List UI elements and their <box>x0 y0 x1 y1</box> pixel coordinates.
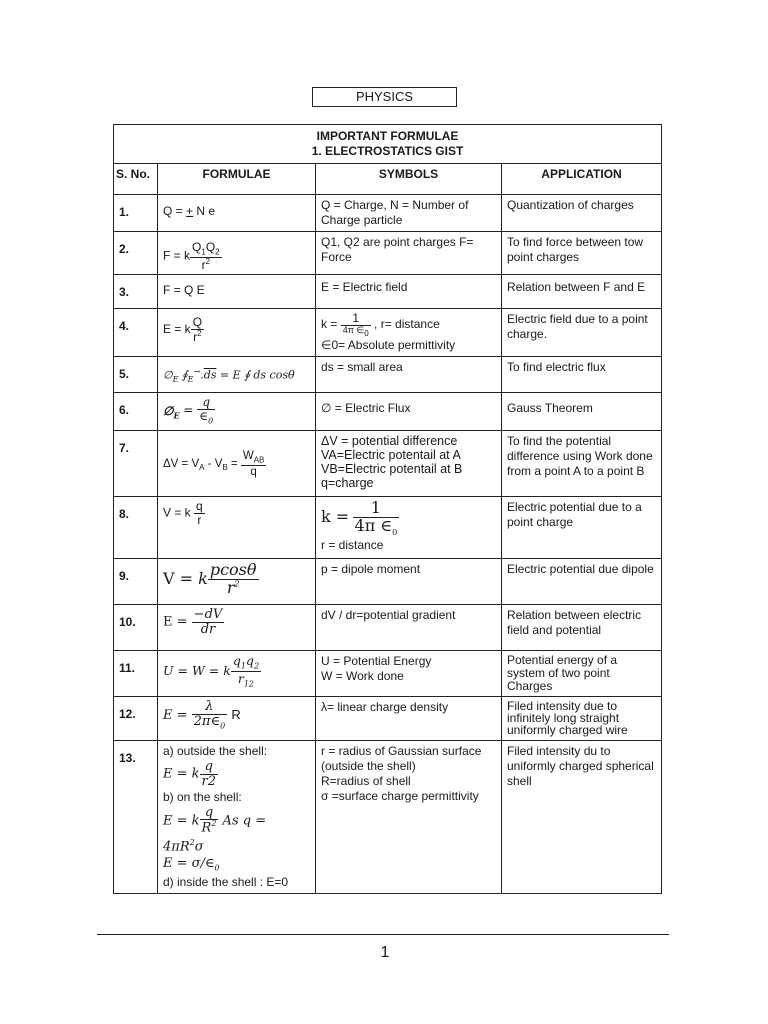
symbols-cell <box>316 741 502 894</box>
formula-cell <box>158 697 316 741</box>
symbols-permittivity: ∈0= Absolute permittivity <box>321 338 456 353</box>
symbols-potential-difference: ΔV = potential difference <box>321 434 458 449</box>
table-row <box>114 232 662 275</box>
application-text: Relation between F and E <box>507 280 646 295</box>
title-line-1: IMPORTANT FORMULAE <box>316 129 459 143</box>
formula: U = W = k $\frac{q_1q_2}{r_{12}}$ <box>163 653 260 689</box>
row-number: 9. <box>114 559 158 605</box>
row-number: 7. <box>114 431 158 497</box>
symbols-work-done: W = Work done <box>321 669 404 684</box>
symbols-cell <box>316 393 502 431</box>
formula-cell <box>158 275 316 309</box>
symbols-distance: r = distance <box>321 537 384 552</box>
table-row <box>114 559 662 605</box>
table-row <box>114 497 662 559</box>
formula-cell <box>158 195 316 232</box>
formula-cell <box>158 741 316 894</box>
subject-title: PHYSICS <box>312 87 457 107</box>
row-number: 3. <box>114 275 158 309</box>
application-cell: Filed intensity du to uniformly charged spherical shell <box>502 741 662 894</box>
formula: $\emptyset_E$ = $\frac{q}{\in_0}$ <box>163 395 214 426</box>
formula-outside: E = k $\frac{q}{r2}$ <box>163 759 217 790</box>
symbols-cell: Q = Charge, N = Number of Charge particle <box>316 195 502 232</box>
table-row <box>114 697 662 741</box>
row-number: 4. <box>114 309 158 357</box>
symbols-potential-energy: U = Potential Energy <box>321 654 432 669</box>
application-text: Gauss Theorem <box>507 401 593 416</box>
application-cell: Electric potential due dipole <box>502 559 662 605</box>
symbols-cell: ds = small area <box>316 357 502 393</box>
table-title-row <box>114 125 662 164</box>
application-cell: To find the potential difference using Work done from a point A to a point B <box>502 431 662 497</box>
formula: $\emptyset_E$ $∮_E^\to.\overline{ds} = E$ ∮ ds cosθ <box>163 367 295 385</box>
formula: E = k $\frac{Q}{r^2}$ <box>163 315 203 344</box>
title-line-2: 1. ELECTROSTATICS GIST <box>311 144 464 158</box>
table-title <box>114 125 662 164</box>
formula-cell <box>158 605 316 651</box>
formula: $\Delta V = V_A - V_B$ = $\frac{W_{AB}}{q}$ <box>163 450 265 479</box>
formula-surface: $E = \sigma/\in_0$ <box>163 855 220 873</box>
column-header-application: APPLICATION <box>502 164 662 195</box>
formula: E = $\frac{\lambda}{2\pi\in_0}$ R <box>163 699 241 731</box>
symbols-k: k = <box>321 507 350 527</box>
application-cell <box>502 275 662 309</box>
row-number: 8. <box>114 497 158 559</box>
application-cell: Filed intensity due to infinitely long straight uniformly charged wire <box>502 697 662 741</box>
formula-inside-label: d) inside the shell : E=0 <box>163 875 289 890</box>
symbols-cell <box>316 309 502 357</box>
symbols-gaussian-radius: r = radius of Gaussian surface (outside the shell) <box>321 744 482 774</box>
row-number: 11. <box>114 651 158 697</box>
application-cell: Potential energy of a system of two point Charges <box>502 651 662 697</box>
page-number: 1 <box>380 944 390 961</box>
formula-cell <box>158 357 316 393</box>
formula: V = k $\frac{q}{r}$ <box>163 499 203 527</box>
table-row <box>114 309 662 357</box>
table-row <box>114 357 662 393</box>
row-number: 13. <box>114 741 158 894</box>
row-number: 5. <box>114 357 158 393</box>
symbols-cell <box>316 651 502 697</box>
table-row <box>114 651 662 697</box>
formula-cell <box>158 651 316 697</box>
table-row <box>114 275 662 309</box>
symbols-charge: q=charge <box>321 476 374 491</box>
formula-on-label: b) on the shell: <box>163 789 242 804</box>
symbols-cell: dV / dr=potential gradient <box>316 605 502 651</box>
formula-cell <box>158 431 316 497</box>
formula-on: E = k $\frac{q}{R^2}$ As $q = 4\pi R^2\sigma$ <box>163 804 267 855</box>
symbols-potential-a: VA=Electric potentail at A <box>321 448 461 463</box>
application-cell: Electric field due to a point charge. <box>502 309 662 357</box>
symbols-cell <box>316 497 502 559</box>
symbols-surface-charge: σ =surface charge permittivity <box>321 789 479 804</box>
application-cell: To find force between tow point charges <box>502 232 662 275</box>
table-row <box>114 393 662 431</box>
formula: V = k $\frac{pcos\theta}{r^2}$ <box>163 560 257 598</box>
row-number: 2. <box>114 232 158 275</box>
application-cell: Electric potential due to a point charge <box>502 497 662 559</box>
table-row <box>114 605 662 651</box>
formula-table <box>113 124 662 894</box>
application-cell: Quantization of charges <box>502 195 662 232</box>
table-row <box>114 195 662 232</box>
column-header-symbols: SYMBOLS <box>316 164 502 195</box>
symbols-shell-radius: R=radius of shell <box>321 774 411 789</box>
symbols-cell <box>316 275 502 309</box>
column-header-formulae: FORMULAE <box>158 164 316 195</box>
footer-divider <box>97 934 669 935</box>
coulomb-constant-fraction: $\frac{1}{4\pi \in_0}$ <box>354 498 398 538</box>
row-number: 1. <box>114 195 158 232</box>
table-row <box>114 741 662 894</box>
symbols-distance: , r= distance <box>374 317 440 332</box>
column-header-sno: S. No. <box>114 164 158 195</box>
coulomb-constant-fraction: $\frac{1}{4\pi \in_0}$ <box>342 311 369 338</box>
row-number: 12. <box>114 697 158 741</box>
formula-cell <box>158 393 316 431</box>
formula-cell <box>158 309 316 357</box>
application-cell: Relation between electric field and potential <box>502 605 662 651</box>
symbols-cell <box>316 431 502 497</box>
formula: F = k $\frac{Q_1Q_2}{r^2}$ <box>163 240 220 272</box>
formula: E = $\frac{-dV}{dr}$ <box>163 607 223 638</box>
symbols-text: ∅ = Electric Flux <box>321 401 411 416</box>
row-number: 6. <box>114 393 158 431</box>
table-row <box>114 431 662 497</box>
application-cell <box>502 393 662 431</box>
application-cell: To find electric flux <box>502 357 662 393</box>
formula: Q = + N e <box>163 204 216 218</box>
symbols-cell: Q1, Q2 are point charges F= Force <box>316 232 502 275</box>
symbols-potential-b: VB=Electric potentail at B <box>321 462 463 477</box>
formula-outside-label: a) outside the shell: <box>163 744 268 759</box>
row-number: 10. <box>114 605 158 651</box>
formula: F = Q E <box>163 283 205 298</box>
formula-cell <box>158 232 316 275</box>
table-header-row <box>114 164 662 195</box>
formula-cell <box>158 559 316 605</box>
symbols-cell: p = dipole moment <box>316 559 502 605</box>
symbols-text: E = Electric field <box>321 280 408 295</box>
symbols-k: k = <box>321 317 338 332</box>
formula-cell <box>158 497 316 559</box>
symbols-cell: λ= linear charge density <box>316 697 502 741</box>
